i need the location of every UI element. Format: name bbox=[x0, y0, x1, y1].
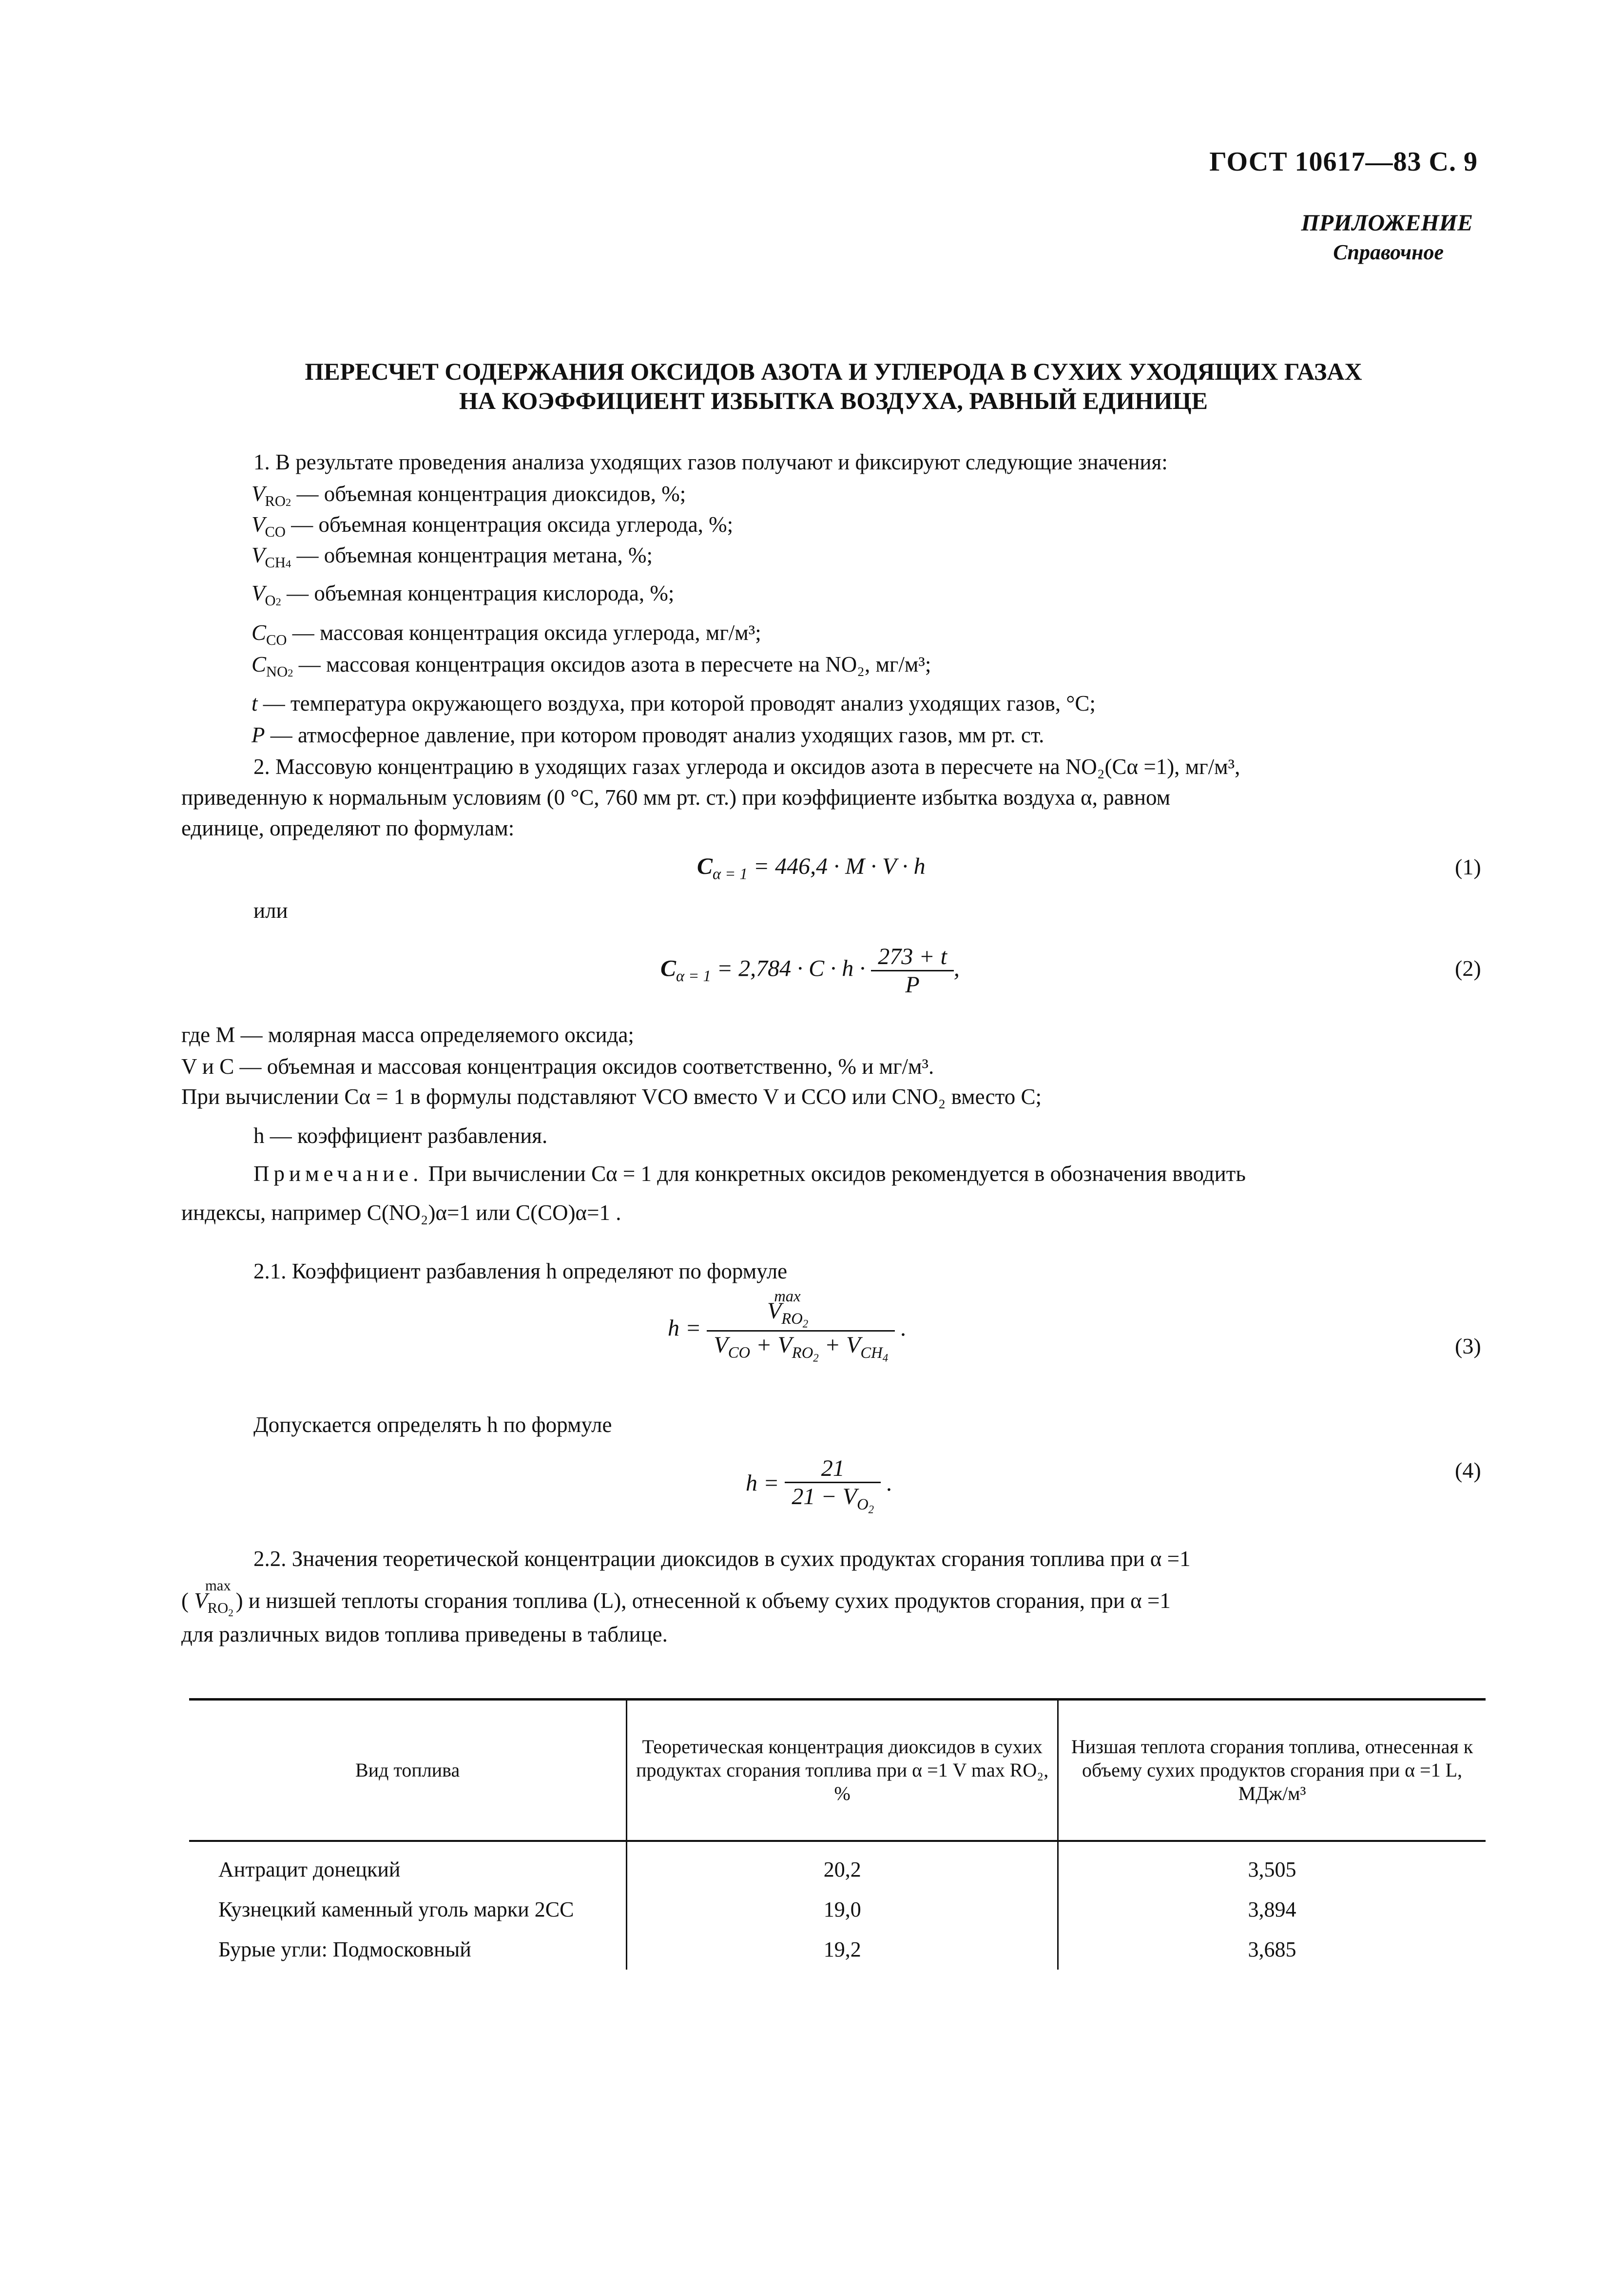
formula-2-fraction: $\frac{273 + t}{P}$ bbox=[871, 943, 954, 998]
allowed-text: Допускается определять h по формуле bbox=[253, 1412, 612, 1437]
document-title bbox=[253, 357, 1413, 415]
formula-3-fraction bbox=[707, 1288, 895, 1364]
heat-cell: 3,685 bbox=[1058, 1930, 1486, 1970]
formula-3-numerator: $V_{RO_2}^{max}$ bbox=[707, 1296, 895, 1332]
page-header: ГОСТ 10617—83 С. 9 bbox=[1209, 147, 1478, 177]
def-v-ro2: $V_{RO2}$ — объемная концентрация диоксидов, %; bbox=[251, 482, 686, 509]
formula-3-denominator: $V_{CO} + V_{RO_2} + V_{CH_4}$ bbox=[714, 1332, 889, 1364]
where-h: h — коэффициент разбавления. bbox=[253, 1123, 548, 1148]
header-concentration: Теоретическая концентрация диоксидов в сухих продуктах сгорания топлива при α =1 V max RO₂, % bbox=[627, 1700, 1058, 1841]
formula-3-number: (3) bbox=[1455, 1334, 1481, 1358]
section1-intro: 1. В результате проведения анализа уходящих газов получают и фиксируют следующие значения: bbox=[253, 450, 1168, 474]
heat-cell: 3,894 bbox=[1058, 1890, 1486, 1930]
when-calculating: При вычислении Cα = 1 в формулы подставляют VCO вместо V и CCO или CNO₂ вместо C; bbox=[181, 1084, 1042, 1109]
title-line-2: НА КОЭФФИЦИЕНТ ИЗБЫТКА ВОЗДУХА, РАВНЫЙ ЕДИНИЦЕ bbox=[459, 387, 1208, 414]
table-row bbox=[189, 1841, 1486, 1890]
header-fuel-type: Вид топлива bbox=[189, 1700, 627, 1841]
appendix-label: ПРИЛОЖЕНИЕ bbox=[1301, 210, 1473, 236]
note-line-1: Примечание. При вычислении Cα = 1 для конкретных оксидов рекомендуется в обозначения вводить bbox=[253, 1161, 1246, 1186]
def-c-co: $C_{CO}$ — массовая концентрация оксида углерода, мг/м³; bbox=[251, 620, 761, 648]
formula-4: h = $\frac{21}{21 - V_{O_2}}$ . bbox=[746, 1455, 893, 1516]
section2-line2: приведенную к нормальным условиям (0 °С, 760 мм рт. ст.) при коэффициенте избытка воздуха α, равном bbox=[181, 785, 1171, 810]
formula-3: h = $\frac{V_{RO_2}^{max}}{V_{CO} + V_{RO_2} + V_{CH_4}}$ . bbox=[668, 1288, 907, 1364]
fuel-table bbox=[189, 1698, 1486, 1970]
section2-line1: 2. Массовую концентрацию в уходящих газах углерода и оксидов азота в пересчете на NO₂(Cα =1), мг/м³, bbox=[253, 755, 1240, 779]
def-v-ch4: $V_{CH4}$ — объемная концентрация метана, %; bbox=[251, 543, 653, 571]
section21-text: 2.1. Коэффициент разбавления h определяют по формуле bbox=[253, 1259, 788, 1283]
def-v-co: $V_{CO}$ — объемная концентрация оксида углерода, %; bbox=[251, 512, 734, 540]
formula-1: $C_{\alpha = 1} = 446,4 \cdot M \cdot V \cdot h$ bbox=[697, 853, 926, 883]
note-label: Примечание. bbox=[253, 1161, 423, 1186]
table-row bbox=[189, 1890, 1486, 1930]
def-t: t — температура окружающего воздуха, при которой проводят анализ уходящих газов, °С; bbox=[251, 691, 1096, 716]
note-line-2: индексы, например C(NO₂)α=1 или C(CO)α=1 . bbox=[181, 1200, 621, 1225]
formula-4-fraction: $\frac{21}{21 - V_{O_2}}$ bbox=[785, 1455, 881, 1516]
title-line-1: ПЕРЕСЧЕТ СОДЕРЖАНИЯ ОКСИДОВ АЗОТА И УГЛЕРОДА В СУХИХ УХОДЯЩИХ ГАЗАХ bbox=[305, 358, 1362, 385]
fuel-name-cell: Кузнецкий каменный уголь марки 2СС bbox=[218, 1897, 574, 1921]
conc-cell: 19,2 bbox=[627, 1930, 1058, 1970]
where-v-c: V и C — объемная и массовая концентрация оксидов соответственно, % и мг/м³. bbox=[181, 1054, 934, 1079]
fuel-name-cell: Бурые угли: Подмосковный bbox=[218, 1937, 471, 1961]
where-m: где M — молярная масса определяемого оксида; bbox=[181, 1023, 634, 1047]
formula-4-number: (4) bbox=[1455, 1458, 1481, 1483]
or-text: или bbox=[253, 898, 288, 923]
def-c-no2: $C_{NO2}$ — массовая концентрация оксидов азота в пересчете на NO₂, мг/м³; bbox=[251, 652, 931, 680]
conc-cell: 20,2 bbox=[627, 1841, 1058, 1890]
def-v-o2: $V_{O2}$ — объемная концентрация кислорода, %; bbox=[251, 581, 675, 609]
fuel-name-cell: Антрацит донецкий bbox=[218, 1857, 401, 1881]
formula-2: $C_{\alpha = 1} = 2,784 \cdot C \cdot h$ · $\frac{273 + t}{P}$ , bbox=[660, 944, 960, 998]
appendix-type: Справочное bbox=[1333, 240, 1444, 264]
table-row bbox=[189, 1930, 1486, 1970]
heat-cell: 3,505 bbox=[1058, 1841, 1486, 1890]
header-heat: Низшая теплота сгорания топлива, отнесенная к объему сухих продуктов сгорания при α =1 L, МДж/м³ bbox=[1058, 1700, 1486, 1841]
formula-1-number: (1) bbox=[1455, 854, 1481, 879]
section2-line3: единице, определяют по формулам: bbox=[181, 816, 515, 840]
conc-cell: 19,0 bbox=[627, 1890, 1058, 1930]
section22-line2: ( $V_{RO_2}^{max}$) и низшей теплоты сгорания топлива (L), отнесенной к объему сухих продуктов сгорания, при α =1 bbox=[181, 1577, 1171, 1619]
section22-line1: 2.2. Значения теоретической концентрации диоксидов в сухих продуктах сгорания топлива при α =1 bbox=[253, 1547, 1191, 1571]
section22-line3: для различных видов топлива приведены в таблице. bbox=[181, 1622, 668, 1646]
table-header-row bbox=[189, 1700, 1486, 1841]
formula-2-number: (2) bbox=[1455, 956, 1481, 981]
def-p: P — атмосферное давление, при котором проводят анализ уходящих газов, мм рт. ст. bbox=[251, 723, 1044, 747]
